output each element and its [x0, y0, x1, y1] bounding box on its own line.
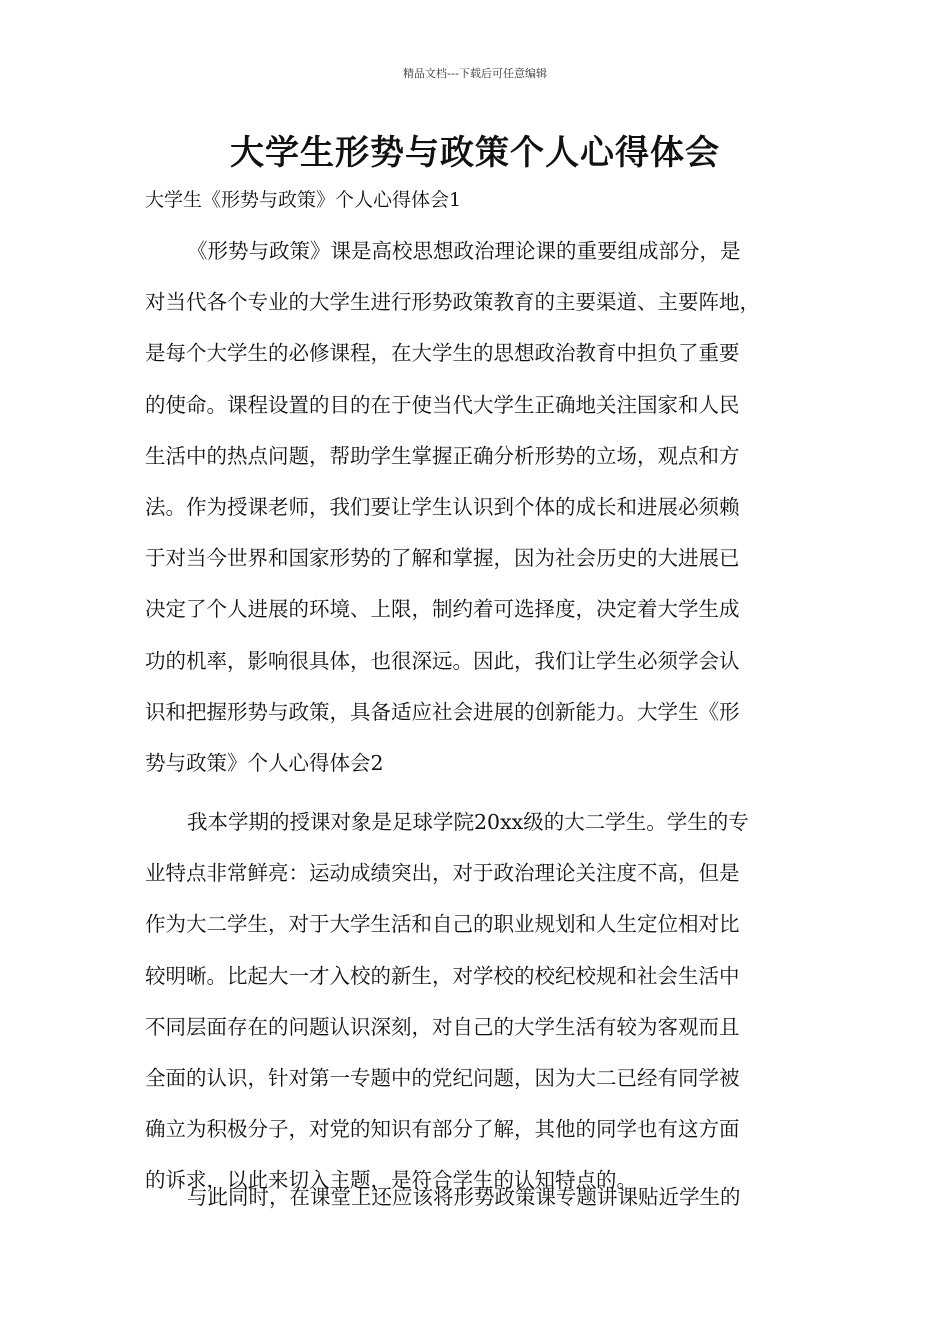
paragraph-line: 业特点非常鲜亮：运动成绩突出，对于政治理论关注度不高，但是	[145, 861, 740, 886]
paragraph-line: 生活中的热点问题，帮助学生掌握正确分析形势的立场，观点和方	[145, 443, 740, 468]
paragraph-line: 功的机率，影响很具体，也很深远。因此，我们让学生必须学会认	[145, 648, 740, 673]
paragraph-line: 的诉求，以此来切入主题，是符合学生的认知特点的。	[145, 1168, 637, 1193]
paragraph-line: 较明晰。比起大一才入校的新生，对学校的校纪校规和社会生活中	[145, 963, 740, 988]
paragraph-line: 与此同时，在课堂上还应该将形势政策课专题讲课贴近学生的	[187, 1185, 741, 1209]
paragraph-line: 全面的认识，针对第一专题中的党纪问题，因为大二已经有同学被	[145, 1065, 740, 1090]
paragraph-line: 不同层面存在的问题认识深刻，对自己的大学生活有较为客观而且	[145, 1014, 740, 1039]
document-title: 大学生形势与政策个人心得体会	[230, 133, 720, 173]
paragraph-line: 法。作为授课老师，我们要让学生认识到个体的成长和进展必须赖	[145, 494, 740, 519]
paragraph-3	[145, 1172, 825, 1223]
paragraph-line: 势与政策》个人心得体会2	[145, 750, 384, 775]
paragraph-line: 对当代各个专业的大学生进行形势政策教育的主要渠道、主要阵地，	[145, 290, 760, 315]
section-heading: 大学生《形势与政策》个人心得体会1	[145, 189, 462, 211]
paragraph-line: 的使命。课程设置的目的在于使当代大学生正确地关注国家和人民	[145, 392, 740, 417]
paragraph-line: 作为大二学生，对于大学生活和自己的职业规划和人生定位相对比	[145, 912, 740, 937]
paragraph-line: 《形势与政策》课是高校思想政治理论课的重要组成部分，是	[187, 239, 741, 263]
paragraph-line: 决定了个人进展的环境、上限，制约着可选择度，决定着大学生成	[145, 597, 740, 622]
paragraph-line: 于对当今世界和国家形势的了解和掌握，因为社会历史的大进展已	[145, 546, 740, 571]
paragraph-line: 我本学期的授课对象是足球学院20xx级的大二学生。学生的专	[187, 810, 749, 834]
paragraph-line: 是每个大学生的必修课程，在大学生的思想政治教育中担负了重要	[145, 341, 740, 366]
paragraph-line: 确立为积极分子，对党的知识有部分了解，其他的同学也有这方面	[145, 1117, 740, 1142]
paragraph-line: 识和把握形势与政策，具备适应社会进展的创新能力。大学生《形	[145, 699, 740, 724]
header-note: 精品文档---下载后可任意编辑	[403, 67, 547, 80]
paragraph-1	[145, 226, 825, 789]
paragraph-2	[145, 797, 825, 1207]
